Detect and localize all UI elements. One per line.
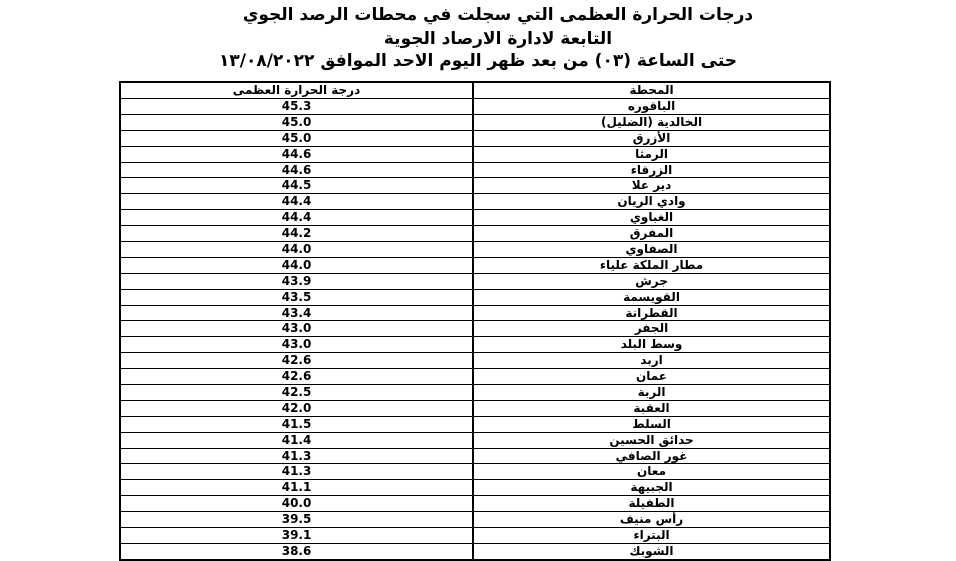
table-row: [120, 400, 830, 416]
station-cell: وسط البلد: [473, 337, 830, 353]
table-row: [120, 496, 830, 512]
temperature-table: [119, 81, 831, 561]
table-row: [120, 194, 830, 210]
table-row: [120, 226, 830, 242]
table-row: [120, 448, 830, 464]
temperature-cell: 44.4: [120, 194, 473, 210]
table-row: [120, 114, 830, 130]
station-cell: عمان: [473, 369, 830, 385]
temperature-cell: 43.4: [120, 305, 473, 321]
station-cell: الجفر: [473, 321, 830, 337]
station-cell: السلط: [473, 416, 830, 432]
temperature-cell: 43.9: [120, 273, 473, 289]
temperature-cell: 45.3: [120, 99, 473, 115]
station-cell: دير علا: [473, 178, 830, 194]
table-row: [120, 432, 830, 448]
header-station: المحطة: [473, 82, 830, 99]
temperature-cell: 44.0: [120, 257, 473, 273]
title-line-1: درجات الحرارة العظمى التي سجلت في محطات الرصد الجوي: [242, 5, 754, 25]
station-cell: الجبيهة: [473, 480, 830, 496]
station-cell: رأس منيف: [473, 512, 830, 528]
table-header-row: [120, 82, 830, 99]
station-cell: البتراء: [473, 528, 830, 544]
table-row: [120, 464, 830, 480]
temperature-cell: 42.6: [120, 369, 473, 385]
temperature-cell: 39.1: [120, 528, 473, 544]
station-cell: الربة: [473, 385, 830, 401]
table-row: [120, 321, 830, 337]
temperature-cell: 44.6: [120, 162, 473, 178]
temperature-cell: 43.5: [120, 289, 473, 305]
table-row: [120, 416, 830, 432]
temperature-cell: 42.0: [120, 400, 473, 416]
station-cell: الصفاوي: [473, 242, 830, 258]
temperature-cell: 44.2: [120, 226, 473, 242]
temperature-cell: 45.0: [120, 114, 473, 130]
table-row: [120, 178, 830, 194]
temperature-cell: 41.4: [120, 432, 473, 448]
station-cell: الباقوره: [473, 99, 830, 115]
temperature-cell: 44.4: [120, 210, 473, 226]
table-row: [120, 130, 830, 146]
temperature-cell: 43.0: [120, 337, 473, 353]
temperature-cell: 41.3: [120, 448, 473, 464]
table-row: [120, 162, 830, 178]
table-row: [120, 528, 830, 544]
station-cell: المفرق: [473, 226, 830, 242]
station-cell: الطفيلة: [473, 496, 830, 512]
station-cell: غور الصافي: [473, 448, 830, 464]
temperature-cell: 40.0: [120, 496, 473, 512]
temperature-cell: 41.1: [120, 480, 473, 496]
station-cell: القطرانة: [473, 305, 830, 321]
station-cell: مطار الملكة علياء: [473, 257, 830, 273]
table-row: [120, 337, 830, 353]
station-cell: القويسمة: [473, 289, 830, 305]
table-row: [120, 289, 830, 305]
station-cell: الزرقاء: [473, 162, 830, 178]
station-cell: الأزرق: [473, 130, 830, 146]
station-cell: معان: [473, 464, 830, 480]
station-cell: الغباوي: [473, 210, 830, 226]
table-row: [120, 369, 830, 385]
station-cell: جرش: [473, 273, 830, 289]
station-cell: وادي الريان: [473, 194, 830, 210]
table-row: [120, 273, 830, 289]
temperature-cell: 41.3: [120, 464, 473, 480]
station-cell: الشوبك: [473, 543, 830, 559]
table-row: [120, 146, 830, 162]
table-row: [120, 385, 830, 401]
title-line-3: حتى الساعة (٠٣) من بعد ظهر اليوم الاحد الموافق ١٣/٠٨/٢٠٢٢: [218, 51, 738, 71]
table-row: [120, 512, 830, 528]
table-row: [120, 99, 830, 115]
temperature-cell: 45.0: [120, 130, 473, 146]
table-row: [120, 305, 830, 321]
temperature-cell: 44.6: [120, 146, 473, 162]
table-row: [120, 480, 830, 496]
temperature-cell: 43.0: [120, 321, 473, 337]
header-temperature: درجة الحرارة العظمى: [120, 82, 473, 99]
table-row: [120, 210, 830, 226]
temperature-cell: 41.5: [120, 416, 473, 432]
table-row: [120, 543, 830, 559]
table-row: [120, 242, 830, 258]
station-cell: العقبة: [473, 400, 830, 416]
temperature-cell: 39.5: [120, 512, 473, 528]
temperature-cell: 42.6: [120, 353, 473, 369]
station-cell: الرمثا: [473, 146, 830, 162]
station-cell: الخالدية (الضليل): [473, 114, 830, 130]
title-line-2: التابعة لادارة الارصاد الجوية: [383, 29, 613, 49]
temperature-cell: 38.6: [120, 543, 473, 559]
temperature-cell: 44.0: [120, 242, 473, 258]
station-cell: حدائق الحسين: [473, 432, 830, 448]
temperature-cell: 44.5: [120, 178, 473, 194]
table-row: [120, 257, 830, 273]
station-cell: اربد: [473, 353, 830, 369]
table-row: [120, 353, 830, 369]
temperature-cell: 42.5: [120, 385, 473, 401]
